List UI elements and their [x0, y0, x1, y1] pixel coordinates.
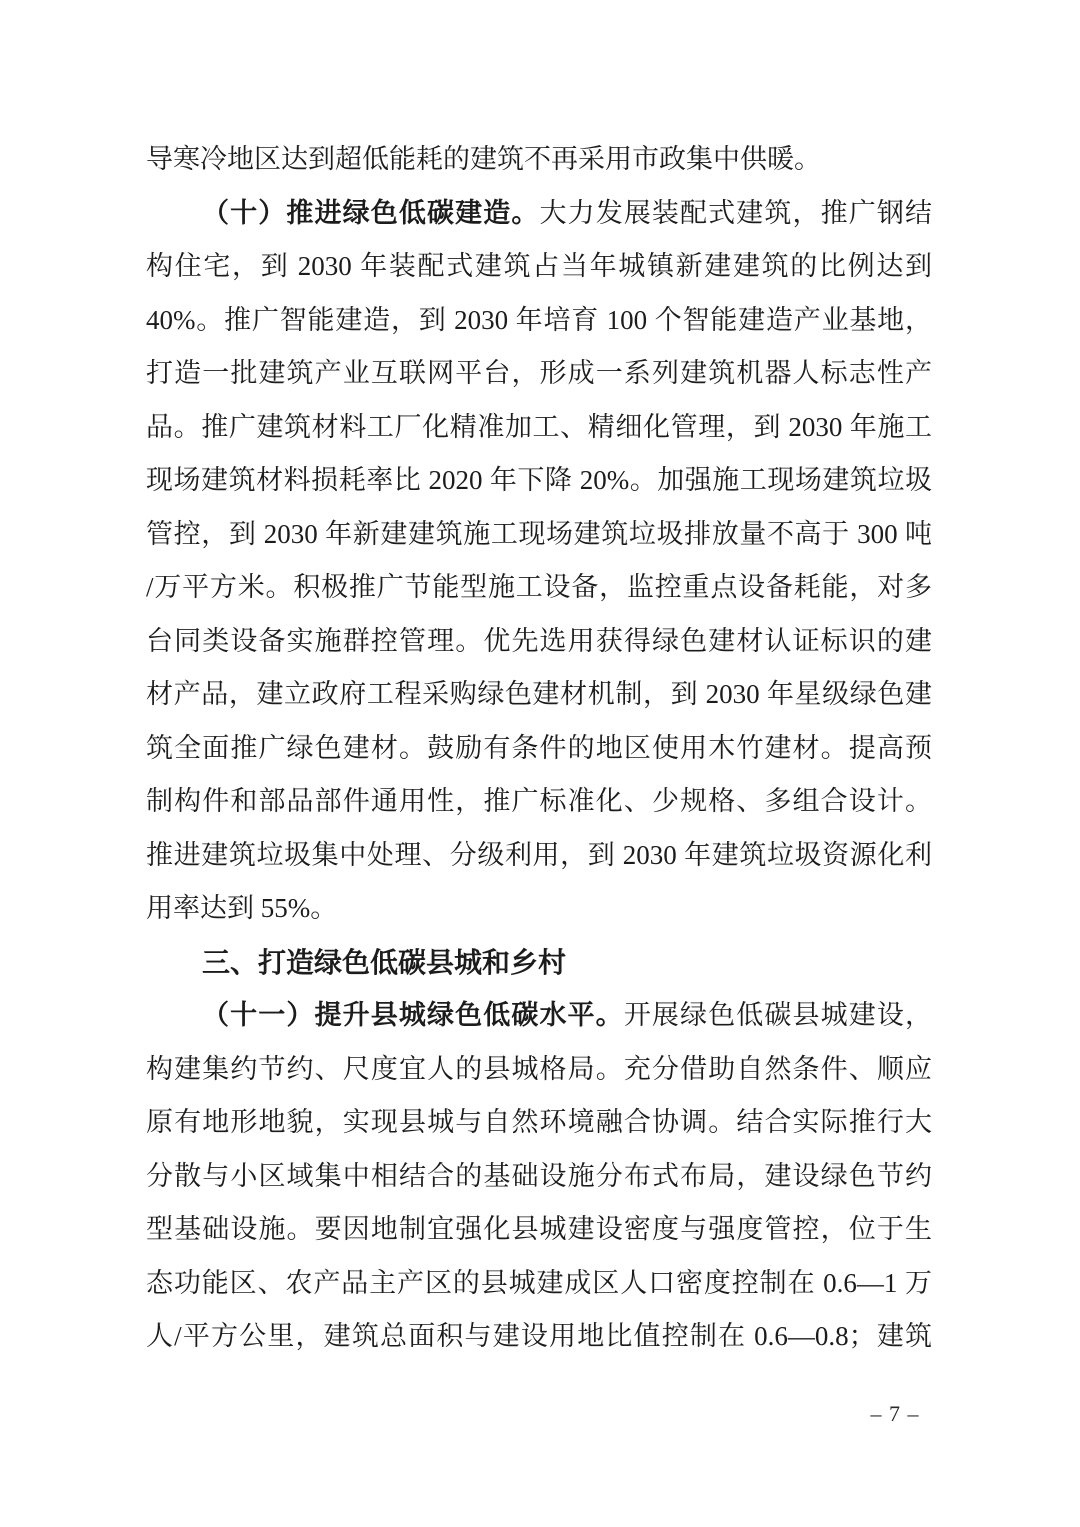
- text-line: [146, 1096, 932, 1150]
- text-line: [146, 775, 932, 829]
- text-run: 导寒冷地区达到超低能耗的建筑不再采用市政集中供暖。: [146, 144, 821, 174]
- text-line: [146, 829, 932, 883]
- text-run: 开展绿色低碳县城建设，: [623, 1000, 932, 1030]
- text-run: 40%。推广智能建造，到 2030 年培育 100 个智能建造产业基地，: [146, 304, 932, 335]
- text-run: 打造一批建筑产业互联网平台，形成一系列建筑机器人标志性产: [146, 358, 932, 388]
- text-run: 推进建筑垃圾集中处理、分级利用，到 2030 年建筑垃圾资源化利: [146, 839, 932, 870]
- text-run: 大力发展装配式建筑，推广钢结: [539, 197, 932, 228]
- text-line: [146, 1257, 932, 1311]
- text-line: [146, 1310, 932, 1364]
- text-run: 管控，到 2030 年新建建筑施工现场建筑垃圾排放量不高于 300 吨: [146, 518, 932, 549]
- text-line: [146, 615, 932, 669]
- text-run: 材产品，建立政府工程采购绿色建材机制，到 2030 年星级绿色建: [146, 679, 932, 709]
- text-run: 人/平方公里，建筑总面积与建设用地比值控制在 0.6—0.8；建筑: [146, 1321, 932, 1351]
- text-run: 分散与小区域集中相结合的基础设施分布式布局，建设绿色节约: [146, 1160, 932, 1191]
- text-line: [146, 187, 932, 241]
- text-line: [146, 1043, 932, 1097]
- text-run: 用率达到 55%。: [146, 893, 338, 923]
- text-run: 构建集约节约、尺度宜人的县城格局。充分借助自然条件、顺应: [146, 1053, 932, 1084]
- text-run: 筑全面推广绿色建材。鼓励有条件的地区使用木竹建材。提高预: [146, 732, 932, 763]
- text-line: [146, 882, 932, 936]
- text-line: [146, 508, 932, 562]
- text-run: 构住宅，到 2030 年装配式建筑占当年城镇新建建筑的比例达到: [146, 251, 932, 281]
- page-number: – 7 –: [870, 1401, 920, 1426]
- text-run: /万平方米。积极推广节能型施工设备，监控重点设备耗能，对多: [146, 572, 932, 602]
- text-run: 态功能区、农产品主产区的县城建成区人口密度控制在 0.6—1 万: [146, 1267, 932, 1298]
- text-line: [146, 401, 932, 455]
- text-run: 原有地形地貌，实现县城与自然环境融合协调。结合实际推行大: [146, 1107, 932, 1137]
- text-run: 型基础设施。要因地制宜强化县城建设密度与强度管控，位于生: [146, 1214, 932, 1244]
- text-run: 制构件和部品部件通用性，推广标准化、少规格、多组合设计。: [146, 786, 932, 816]
- text-line: [146, 1150, 932, 1204]
- bold-run: （十）推进绿色低碳建造。: [202, 197, 540, 228]
- bold-run: （十一）提升县城绿色低碳水平。: [202, 1000, 624, 1030]
- text-line: [146, 294, 932, 348]
- text-line: [146, 240, 932, 294]
- text-line: [146, 1203, 932, 1257]
- text-lines: [146, 133, 932, 1364]
- text-line: [146, 347, 932, 401]
- text-line: [146, 722, 932, 776]
- text-run: 台同类设备实施群控管理。优先选用获得绿色建材认证标识的建: [146, 625, 932, 656]
- bold-run: 三、打造绿色低碳县城和乡村: [202, 946, 567, 978]
- text-run: 品。推广建筑材料工厂化精准加工、精细化管理，到 2030 年施工: [146, 411, 932, 442]
- text-line: [146, 133, 932, 187]
- text-line: [146, 989, 932, 1043]
- section-heading: [146, 936, 932, 990]
- text-line: [146, 454, 932, 508]
- text-line: [146, 561, 932, 615]
- text-line: [146, 668, 932, 722]
- text-run: 现场建筑材料损耗率比 2020 年下降 20%。加强施工现场建筑垃圾: [146, 465, 932, 495]
